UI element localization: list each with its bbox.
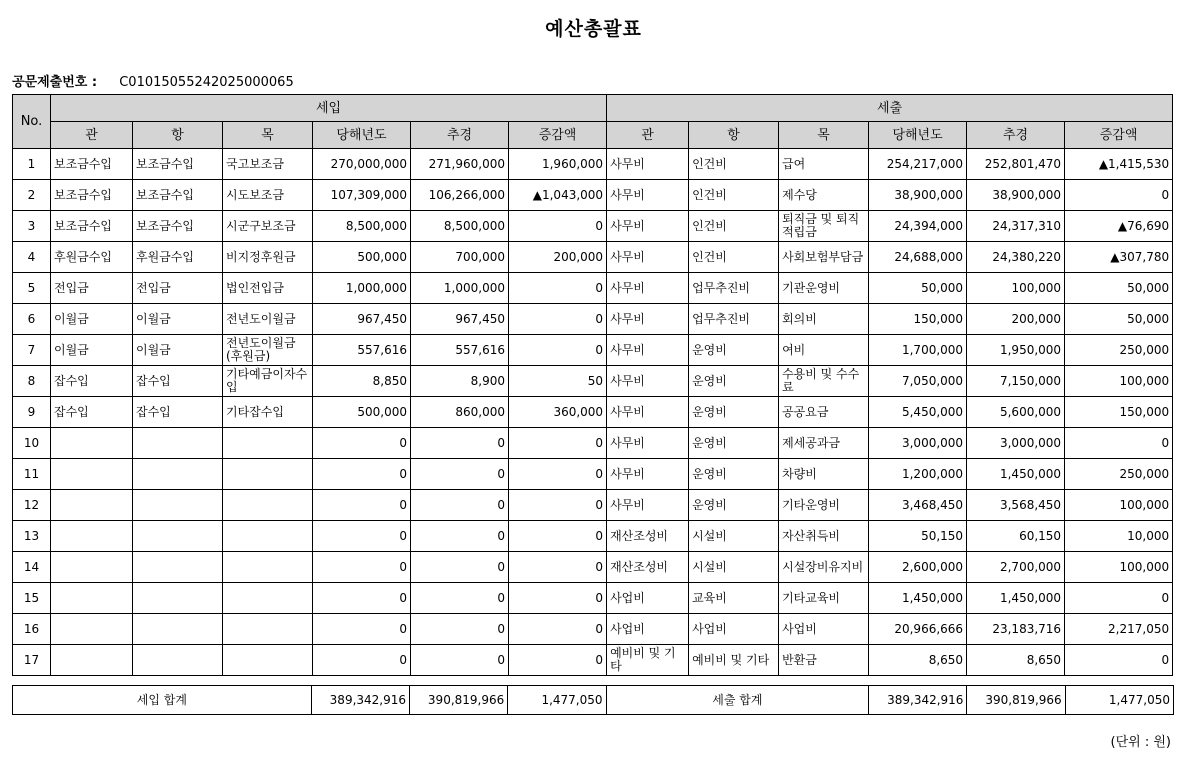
expense-current-cell: 254,217,000 [869,149,967,180]
expense-mok-cell: 반환금 [779,645,869,676]
expense-current-cell: 50,150 [869,521,967,552]
expense-current-cell: 3,000,000 [869,428,967,459]
row-no-cell: 13 [13,521,51,552]
expense-supplement-cell: 1,450,000 [967,459,1065,490]
income-hang-cell: 보조금수입 [133,211,223,242]
income-gwan-cell [51,552,133,583]
table-row [13,304,1173,335]
income-gwan-cell: 잡수입 [51,366,133,397]
header-expense-hang: 항 [689,122,779,149]
income-hang-cell: 이월금 [133,304,223,335]
expense-gwan-cell: 재산조성비 [607,521,689,552]
row-no-cell: 2 [13,180,51,211]
expense-hang-cell: 업무추진비 [689,304,779,335]
income-mok-cell: 기타예금이자수입 [223,366,313,397]
expense-diff-cell: 0 [1065,583,1173,614]
header-expense-mok: 목 [779,122,869,149]
expense-gwan-cell: 예비비 및 기타 [607,645,689,676]
table-row [13,645,1173,676]
income-supplement-cell: 967,450 [411,304,509,335]
income-mok-cell [223,614,313,645]
expense-supplement-cell: 23,183,716 [967,614,1065,645]
income-supplement-cell: 0 [411,428,509,459]
income-mok-cell: 비지정후원금 [223,242,313,273]
expense-supplement-cell: 252,801,470 [967,149,1065,180]
header-income-supplement: 추경 [411,122,509,149]
income-current-cell: 0 [313,614,411,645]
income-diff-cell: 0 [509,459,607,490]
expense-mok-cell: 여비 [779,335,869,366]
row-no-cell: 1 [13,149,51,180]
expense-hang-cell: 인건비 [689,211,779,242]
expense-current-cell: 150,000 [869,304,967,335]
expense-current-cell: 20,966,666 [869,614,967,645]
income-current-cell: 0 [313,552,411,583]
expense-current-cell: 1,700,000 [869,335,967,366]
doc-number-label: 공문제출번호 : [12,75,98,90]
row-no-cell: 14 [13,552,51,583]
expense-mok-cell: 기관운영비 [779,273,869,304]
income-gwan-cell [51,583,133,614]
expense-current-cell: 1,450,000 [869,583,967,614]
income-supplement-cell: 106,266,000 [411,180,509,211]
table-row [13,242,1173,273]
expense-total-label: 세출 합계 [606,686,869,715]
expense-current-cell: 24,394,000 [869,211,967,242]
income-supplement-cell: 0 [411,583,509,614]
expense-supplement-cell: 24,380,220 [967,242,1065,273]
income-diff-cell: 1,960,000 [509,149,607,180]
income-current-cell: 500,000 [313,397,411,428]
income-supplement-cell: 1,000,000 [411,273,509,304]
income-current-cell: 0 [313,645,411,676]
expense-diff-cell: 50,000 [1065,304,1173,335]
expense-hang-cell: 운영비 [689,490,779,521]
expense-hang-cell: 인건비 [689,149,779,180]
expense-diff-cell: ▲307,780 [1065,242,1173,273]
income-total-diff: 1,477,050 [508,686,606,715]
income-diff-cell: 200,000 [509,242,607,273]
table-row [13,490,1173,521]
income-current-cell: 1,000,000 [313,273,411,304]
row-no-cell: 12 [13,490,51,521]
expense-mok-cell: 기타교육비 [779,583,869,614]
expense-diff-cell: 50,000 [1065,273,1173,304]
income-mok-cell: 국고보조금 [223,149,313,180]
expense-current-cell: 2,600,000 [869,552,967,583]
header-income-diff: 증감액 [509,122,607,149]
expense-hang-cell: 운영비 [689,335,779,366]
income-hang-cell [133,614,223,645]
income-current-cell: 0 [313,521,411,552]
expense-current-cell: 38,900,000 [869,180,967,211]
income-gwan-cell: 후원금수입 [51,242,133,273]
income-gwan-cell [51,521,133,552]
income-mok-cell: 시군구보조금 [223,211,313,242]
income-gwan-cell: 이월금 [51,304,133,335]
expense-mok-cell: 회의비 [779,304,869,335]
header-expense-supplement: 추경 [967,122,1065,149]
income-gwan-cell [51,428,133,459]
table-row [13,149,1173,180]
row-no-cell: 7 [13,335,51,366]
income-gwan-cell: 잡수입 [51,397,133,428]
expense-supplement-cell: 1,450,000 [967,583,1065,614]
income-total-supplement: 390,819,966 [410,686,508,715]
income-supplement-cell: 860,000 [411,397,509,428]
income-diff-cell: 0 [509,552,607,583]
income-supplement-cell: 0 [411,490,509,521]
expense-gwan-cell: 재산조성비 [607,552,689,583]
expense-diff-cell: 150,000 [1065,397,1173,428]
expense-diff-cell: 250,000 [1065,459,1173,490]
income-hang-cell: 이월금 [133,335,223,366]
income-gwan-cell [51,614,133,645]
income-supplement-cell: 0 [411,645,509,676]
expense-mok-cell: 제세공과금 [779,428,869,459]
income-diff-cell: 360,000 [509,397,607,428]
income-current-cell: 557,616 [313,335,411,366]
expense-mok-cell: 사업비 [779,614,869,645]
income-hang-cell [133,521,223,552]
income-mok-cell [223,521,313,552]
expense-total-diff: 1,477,050 [1065,686,1173,715]
income-gwan-cell: 전입금 [51,273,133,304]
income-gwan-cell: 보조금수입 [51,180,133,211]
header-no: No. [13,95,51,149]
income-hang-cell [133,583,223,614]
expense-mok-cell: 자산취득비 [779,521,869,552]
row-no-cell: 3 [13,211,51,242]
expense-diff-cell: 2,217,050 [1065,614,1173,645]
row-no-cell: 15 [13,583,51,614]
expense-mok-cell: 제수당 [779,180,869,211]
income-total-current: 389,342,916 [311,686,409,715]
expense-supplement-cell: 7,150,000 [967,366,1065,397]
income-gwan-cell [51,459,133,490]
page-title: 예산총괄표 [545,18,642,40]
income-supplement-cell: 700,000 [411,242,509,273]
expense-current-cell: 7,050,000 [869,366,967,397]
income-supplement-cell: 8,500,000 [411,211,509,242]
income-diff-cell: 0 [509,645,607,676]
expense-mok-cell: 급여 [779,149,869,180]
expense-diff-cell: 10,000 [1065,521,1173,552]
income-supplement-cell: 557,616 [411,335,509,366]
income-hang-cell [133,645,223,676]
income-current-cell: 0 [313,459,411,490]
header-income-mok: 목 [223,122,313,149]
expense-gwan-cell: 사무비 [607,366,689,397]
income-diff-cell: 0 [509,614,607,645]
expense-current-cell: 8,650 [869,645,967,676]
expense-supplement-cell: 8,650 [967,645,1065,676]
table-row [13,180,1173,211]
expense-hang-cell: 인건비 [689,180,779,211]
expense-current-cell: 3,468,450 [869,490,967,521]
income-mok-cell [223,428,313,459]
expense-supplement-cell: 3,568,450 [967,490,1065,521]
expense-hang-cell: 운영비 [689,428,779,459]
header-income-hang: 항 [133,122,223,149]
unit-note: (단위 : 원) [1110,735,1171,750]
expense-mok-cell: 수용비 및 수수료 [779,366,869,397]
row-no-cell: 16 [13,614,51,645]
expense-gwan-cell: 사무비 [607,211,689,242]
income-gwan-cell [51,490,133,521]
income-total-label: 세입 합계 [13,686,312,715]
expense-hang-cell: 예비비 및 기타 [689,645,779,676]
table-row [13,614,1173,645]
totals-row [13,686,1174,715]
expense-supplement-cell: 38,900,000 [967,180,1065,211]
income-supplement-cell: 0 [411,552,509,583]
table-row [13,335,1173,366]
expense-current-cell: 24,688,000 [869,242,967,273]
income-diff-cell: 0 [509,490,607,521]
table-row [13,366,1173,397]
expense-diff-cell: 250,000 [1065,335,1173,366]
expense-gwan-cell: 사무비 [607,428,689,459]
expense-gwan-cell: 사업비 [607,583,689,614]
expense-hang-cell: 시설비 [689,552,779,583]
table-row [13,552,1173,583]
income-gwan-cell: 이월금 [51,335,133,366]
income-diff-cell: 0 [509,304,607,335]
income-current-cell: 967,450 [313,304,411,335]
row-no-cell: 8 [13,366,51,397]
income-supplement-cell: 0 [411,459,509,490]
income-mok-cell [223,490,313,521]
income-hang-cell: 후원금수입 [133,242,223,273]
header-income-gwan: 관 [51,122,133,149]
header-income-current: 당해년도 [313,122,411,149]
income-diff-cell: 0 [509,428,607,459]
income-current-cell: 8,500,000 [313,211,411,242]
expense-hang-cell: 운영비 [689,397,779,428]
table-row [13,459,1173,490]
expense-hang-cell: 운영비 [689,366,779,397]
expense-diff-cell: ▲1,415,530 [1065,149,1173,180]
income-current-cell: 107,309,000 [313,180,411,211]
expense-gwan-cell: 사무비 [607,397,689,428]
expense-gwan-cell: 사무비 [607,335,689,366]
income-diff-cell: 0 [509,335,607,366]
row-no-cell: 6 [13,304,51,335]
table-row [13,273,1173,304]
expense-gwan-cell: 사무비 [607,242,689,273]
expense-hang-cell: 업무추진비 [689,273,779,304]
expense-supplement-cell: 60,150 [967,521,1065,552]
expense-hang-cell: 시설비 [689,521,779,552]
income-mok-cell: 법인전입금 [223,273,313,304]
doc-number-line [12,71,294,90]
income-current-cell: 500,000 [313,242,411,273]
income-mok-cell [223,459,313,490]
income-supplement-cell: 0 [411,521,509,552]
header-expense: 세출 [607,95,1173,122]
expense-diff-cell: 0 [1065,180,1173,211]
budget-table [12,94,1173,676]
income-hang-cell: 잡수입 [133,397,223,428]
income-current-cell: 270,000,000 [313,149,411,180]
expense-supplement-cell: 200,000 [967,304,1065,335]
row-no-cell: 10 [13,428,51,459]
income-diff-cell: 50 [509,366,607,397]
expense-diff-cell: 100,000 [1065,490,1173,521]
row-no-cell: 4 [13,242,51,273]
expense-current-cell: 1,200,000 [869,459,967,490]
income-diff-cell: 0 [509,273,607,304]
header-expense-gwan: 관 [607,122,689,149]
expense-gwan-cell: 사무비 [607,149,689,180]
income-mok-cell [223,583,313,614]
income-current-cell: 0 [313,490,411,521]
table-row [13,583,1173,614]
doc-number-value: C01015055242025000065 [119,75,294,90]
table-row [13,521,1173,552]
expense-supplement-cell: 1,950,000 [967,335,1065,366]
expense-hang-cell: 사업비 [689,614,779,645]
income-hang-cell: 잡수입 [133,366,223,397]
income-mok-cell [223,552,313,583]
income-hang-cell [133,428,223,459]
expense-diff-cell: 100,000 [1065,366,1173,397]
expense-gwan-cell: 사무비 [607,273,689,304]
income-mok-cell: 시도보조금 [223,180,313,211]
expense-supplement-cell: 100,000 [967,273,1065,304]
income-diff-cell: 0 [509,583,607,614]
income-gwan-cell [51,645,133,676]
expense-mok-cell: 기타운영비 [779,490,869,521]
expense-gwan-cell: 사무비 [607,490,689,521]
expense-hang-cell: 교육비 [689,583,779,614]
row-no-cell: 17 [13,645,51,676]
income-mok-cell: 전년도이월금(후원금) [223,335,313,366]
income-supplement-cell: 8,900 [411,366,509,397]
row-no-cell: 11 [13,459,51,490]
expense-mok-cell: 차량비 [779,459,869,490]
income-hang-cell: 보조금수입 [133,149,223,180]
income-mok-cell [223,645,313,676]
income-supplement-cell: 0 [411,614,509,645]
expense-supplement-cell: 3,000,000 [967,428,1065,459]
expense-gwan-cell: 사무비 [607,180,689,211]
expense-mok-cell: 사회보험부담금 [779,242,869,273]
income-diff-cell: 0 [509,211,607,242]
expense-gwan-cell: 사업비 [607,614,689,645]
income-hang-cell: 보조금수입 [133,180,223,211]
expense-supplement-cell: 5,600,000 [967,397,1065,428]
expense-mok-cell: 퇴직금 및 퇴직적립금 [779,211,869,242]
income-mok-cell: 기타잡수입 [223,397,313,428]
row-no-cell: 9 [13,397,51,428]
expense-mok-cell: 공공요금 [779,397,869,428]
expense-current-cell: 50,000 [869,273,967,304]
income-hang-cell [133,490,223,521]
expense-diff-cell: ▲76,690 [1065,211,1173,242]
expense-diff-cell: 0 [1065,645,1173,676]
expense-diff-cell: 100,000 [1065,552,1173,583]
table-row [13,428,1173,459]
expense-hang-cell: 운영비 [689,459,779,490]
expense-supplement-cell: 24,317,310 [967,211,1065,242]
totals-table [12,685,1174,715]
income-current-cell: 0 [313,583,411,614]
income-current-cell: 0 [313,428,411,459]
expense-mok-cell: 시설장비유지비 [779,552,869,583]
income-supplement-cell: 271,960,000 [411,149,509,180]
expense-hang-cell: 인건비 [689,242,779,273]
header-expense-current: 당해년도 [869,122,967,149]
header-income: 세입 [51,95,607,122]
income-current-cell: 8,850 [313,366,411,397]
expense-total-current: 389,342,916 [869,686,967,715]
income-diff-cell: ▲1,043,000 [509,180,607,211]
income-gwan-cell: 보조금수입 [51,211,133,242]
expense-gwan-cell: 사무비 [607,459,689,490]
income-mok-cell: 전년도이월금 [223,304,313,335]
header-expense-diff: 증감액 [1065,122,1173,149]
income-diff-cell: 0 [509,521,607,552]
income-hang-cell [133,552,223,583]
expense-current-cell: 5,450,000 [869,397,967,428]
expense-total-supplement: 390,819,966 [967,686,1065,715]
row-no-cell: 5 [13,273,51,304]
table-row [13,211,1173,242]
income-hang-cell [133,459,223,490]
income-hang-cell: 전입금 [133,273,223,304]
table-row [13,397,1173,428]
expense-diff-cell: 0 [1065,428,1173,459]
expense-gwan-cell: 사무비 [607,304,689,335]
expense-supplement-cell: 2,700,000 [967,552,1065,583]
income-gwan-cell: 보조금수입 [51,149,133,180]
